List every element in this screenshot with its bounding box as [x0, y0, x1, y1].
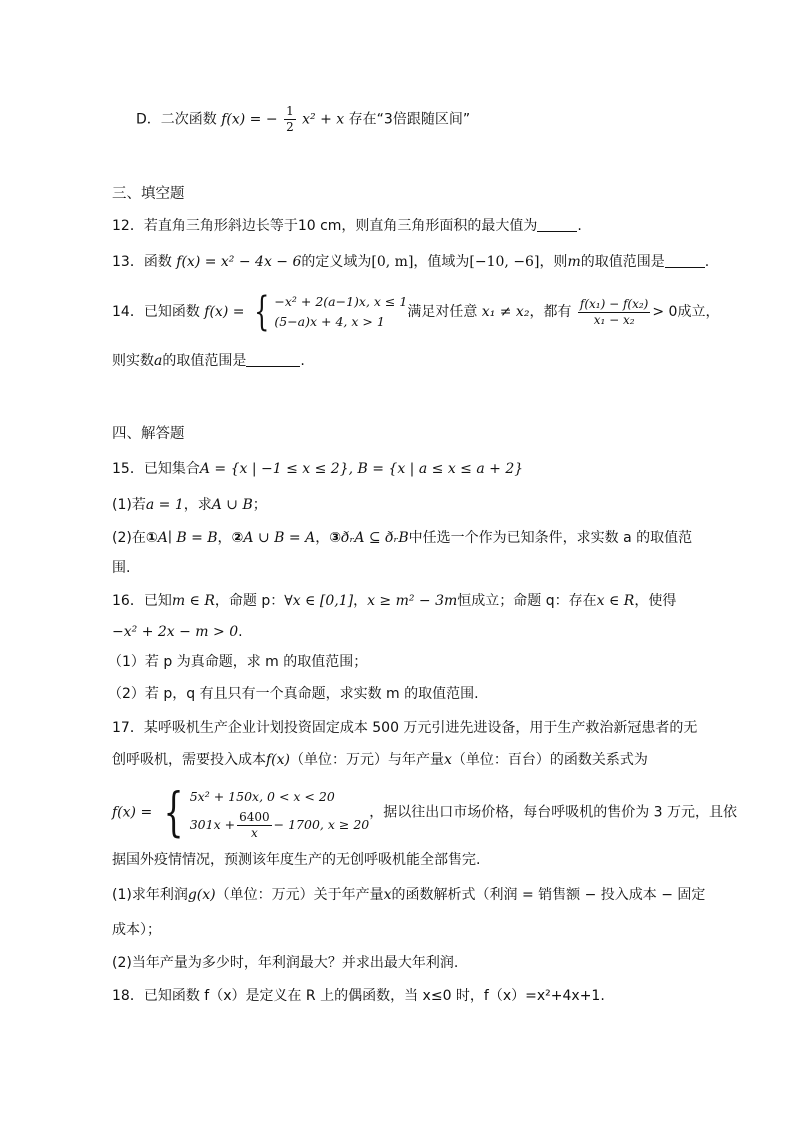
- q16-sub-2: （2）若 p，q 有且只有一个真命题，求实数 m 的取值范围.: [108, 686, 479, 702]
- q14-text-ask: 的取值范围是: [162, 353, 247, 369]
- q16-intro: 16．已知: [112, 593, 172, 609]
- q17-x: x: [444, 752, 452, 768]
- question-14-line-2: [112, 350, 305, 372]
- q13-answer-blank[interactable]: [665, 253, 705, 268]
- q13-intro: 13．函数: [112, 254, 172, 270]
- question-18: 18．已知函数 f（x）是定义在 R 上的偶函数，当 x≤0 时，f（x）=x²+4x+1.: [112, 988, 605, 1004]
- q15-part1-end: ；: [252, 497, 267, 513]
- q17-part1-text: （单位：万元）关于年产量: [215, 887, 384, 903]
- q13-variable-m: m: [567, 254, 581, 270]
- q17-piecewise: [190, 784, 370, 841]
- q15-part2-label: (2)在: [112, 530, 146, 546]
- q14-text-any: 满足对任意: [407, 304, 478, 320]
- q13-period: .: [704, 254, 710, 270]
- q17-piecewise-line: [112, 784, 737, 841]
- question-13: [112, 251, 709, 273]
- q17-fraction: [237, 810, 272, 841]
- option-d-fraction: [284, 104, 296, 135]
- q17-case-1: 5x² + 150x, 0 < x < 20: [189, 789, 335, 804]
- fraction-denominator: x: [250, 826, 258, 840]
- q17-f-of-x: f(x): [266, 752, 291, 768]
- q16-line-2: [112, 621, 243, 643]
- q15-intro: 15．已知集合: [112, 461, 200, 477]
- fraction-denominator: x₁ − x₂: [593, 312, 635, 327]
- q17-line-4: 据国外疫情情况，预测该年度生产的无创呼吸机能全部售完.: [112, 852, 481, 868]
- q17-line-2: [112, 749, 648, 771]
- q13-range: [−10, −6]: [469, 254, 540, 270]
- q14-text-have: ，都有: [529, 304, 572, 320]
- q17-text-price: ，据以往出口市场价格，每台呼吸机的售价为 3 万元，且依: [369, 804, 738, 821]
- q14-period: .: [300, 353, 305, 369]
- q17-part-1: [112, 884, 705, 906]
- q13-text-ask: 的取值范围是: [580, 254, 665, 270]
- q15-part1-condition: a = 1: [145, 497, 184, 513]
- q17-case-2-left: 301x +: [189, 817, 236, 832]
- q14-case-2: (5−a)x + 4, x > 1: [274, 314, 385, 329]
- q13-text-then: ，则: [539, 254, 568, 270]
- q12-answer-blank[interactable]: [537, 217, 577, 232]
- option-d-function-left: f(x) = −: [221, 111, 278, 128]
- q17-text-output: （单位：万元）与年产量: [290, 752, 445, 768]
- fraction-numerator: 1: [286, 104, 294, 118]
- section-answer-title: 四、解答题: [112, 426, 185, 442]
- q16-proposition-p: ，命题 p：: [214, 593, 285, 609]
- q14-brace: {: [254, 289, 270, 335]
- question-16: [112, 590, 676, 612]
- question-14: [112, 290, 719, 334]
- q16-proposition-q: 恒成立；命题 q：存在: [457, 593, 597, 609]
- q17-case-2: [190, 810, 370, 841]
- q14-fraction: [578, 297, 650, 328]
- fraction-numerator: f(x₁) − f(x₂): [579, 296, 649, 311]
- q16-m-in-r: m ∈ R: [171, 593, 215, 609]
- q14-variable-a: a: [154, 353, 163, 369]
- q17-text-relation: （单位：百台）的函数关系式为: [451, 752, 648, 768]
- q17-brace: {: [163, 782, 184, 843]
- q12-text: 12．若直角三角形斜边长等于10 cm，则直角三角形面积的最大值为: [112, 218, 538, 234]
- q17-part1-label: (1)求年利润: [112, 887, 188, 903]
- fraction-denominator: 2: [286, 120, 294, 134]
- q15-option-1: A∣ B = B: [157, 530, 218, 546]
- q13-domain: [0, m]: [371, 254, 414, 270]
- q14-case-1: −x² + 2(a−1)x, x ≤ 1: [274, 294, 408, 309]
- q14-intro: 14．已知函数: [112, 304, 200, 320]
- option-d: [136, 104, 470, 135]
- question-15: [112, 458, 523, 480]
- q16-x-in-r: x ∈ R: [596, 593, 635, 609]
- q17-part-2: (2)当年产量为多少时，年利润最大？并求出最大年利润.: [112, 955, 459, 971]
- q13-function: f(x) = x² − 4x − 6: [176, 254, 302, 270]
- option-d-function-right: x² + x: [302, 111, 345, 128]
- q17-part1-x: x: [383, 887, 392, 903]
- q15-option-3: ðᵣA ⊆ ðᵣB: [341, 530, 409, 546]
- q13-text-domain: 的定义域为: [301, 254, 372, 270]
- q14-condition: x₁ ≠ x₂: [481, 304, 530, 320]
- q15-part-2-cont: 围.: [112, 560, 131, 576]
- q16-forall: ∀x ∈ [0,1]: [284, 593, 354, 609]
- fraction-numerator: 6400: [239, 810, 270, 824]
- question-17: 17．某呼吸机生产企业计划投资固定成本 500 万元引进先进设备，用于生产救治新冠患者的无: [112, 720, 698, 736]
- section-fill-in-title: 三、填空题: [112, 186, 185, 202]
- q15-part1-union: A ∪ B: [211, 497, 253, 513]
- q15-sets: A = {x | −1 ≤ x ≤ 2}, B = {x | a ≤ x ≤ a + 2}: [199, 461, 524, 477]
- q17-text-cost: 创呼吸机，需要投入成本: [112, 752, 266, 768]
- q15-part-2: (2)在①A∣ B = B，②A ∪ B = A，③ðᵣA ⊆ ðᵣB中任选一个作为已知条件，求实数 a 的取值范: [112, 530, 693, 546]
- option-d-suffix: 存在“3倍跟随区间”: [348, 111, 471, 128]
- q16-such-that: ，使得: [634, 593, 677, 609]
- q15-part1-label: (1)若: [112, 497, 146, 513]
- q12-period: .: [577, 218, 582, 234]
- option-circle-3: ③: [329, 530, 342, 546]
- q17-function-label: f(x) =: [112, 804, 153, 821]
- q14-answer-blank[interactable]: [246, 352, 300, 367]
- q15-part1-text: ，求: [183, 497, 212, 513]
- q14-text-holds: > 0成立，: [652, 304, 720, 320]
- q17-part-1-cont: 成本）；: [112, 922, 161, 938]
- q17-case-2-right: − 1700, x ≥ 20: [273, 817, 370, 832]
- q16-inequality: x ≥ m² − 3m: [367, 593, 458, 609]
- q16-sub-1: （1）若 p 为真命题，求 m 的取值范围；: [108, 654, 368, 670]
- q17-g-of-x: g(x): [187, 887, 216, 903]
- option-circle-1: ①: [145, 530, 158, 546]
- q14-text-real: 则实数: [112, 353, 154, 369]
- q17-part1-formula: 的函数解析式（利润 = 销售额 − 投入成本 − 固定: [391, 887, 706, 903]
- q16-comma: ，: [353, 593, 368, 609]
- q14-function-label: f(x) =: [204, 304, 245, 320]
- q15-part2-text: 中任选一个作为已知条件，求实数 a 的取值范: [408, 530, 693, 546]
- q16-condition-q: −x² + 2x − m > 0: [112, 624, 239, 640]
- q15-part-1: [112, 494, 267, 516]
- q13-text-range: ，值域为: [413, 254, 470, 270]
- question-12: [112, 215, 582, 237]
- q14-piecewise: [274, 292, 407, 332]
- option-d-prefix: D．二次函数: [136, 111, 217, 128]
- q15-option-2: A ∪ B = A: [243, 530, 316, 546]
- option-circle-2: ②: [231, 530, 244, 546]
- q16-period: .: [238, 624, 243, 640]
